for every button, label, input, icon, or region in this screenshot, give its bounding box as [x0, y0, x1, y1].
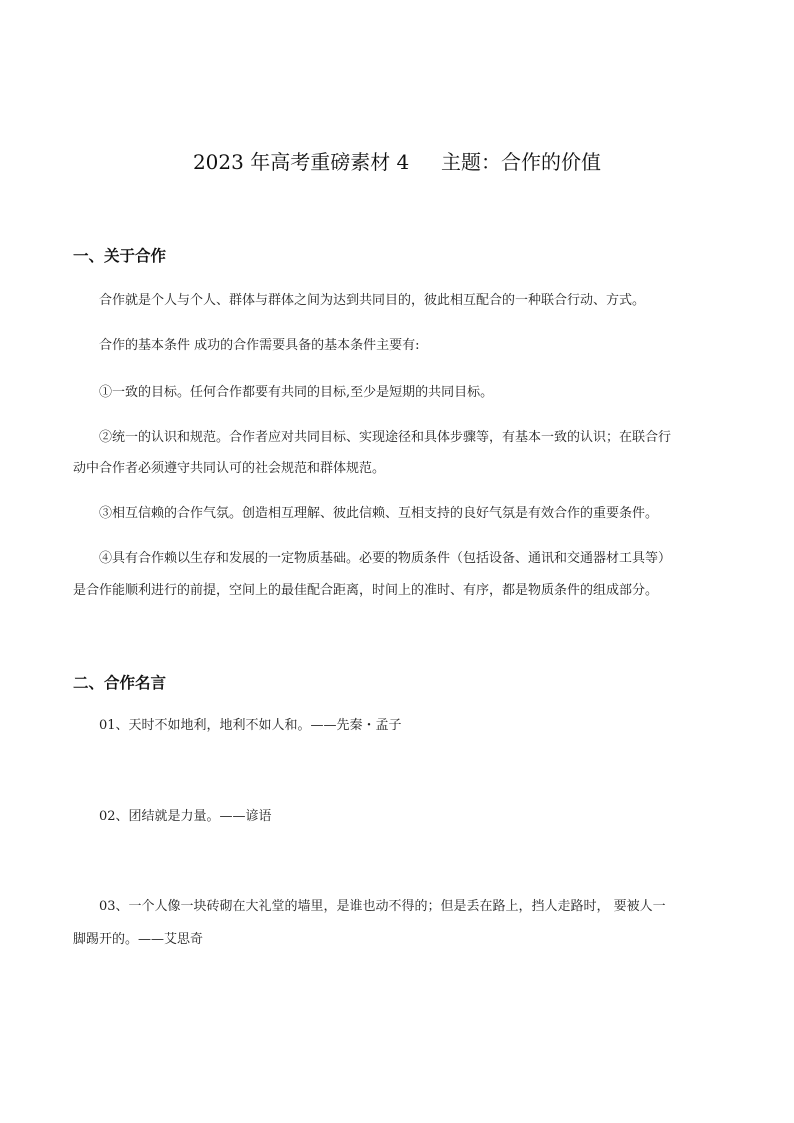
paragraph-definition: 合作就是个人与个人、群体与群体之间为达到共同目的，彼此相互配合的一种联合行动、方式。 — [99, 293, 646, 308]
paragraph-condition-4-line-1: ④具有合作赖以生存和发展的一定物质基础。必要的物质条件（包括设备、通讯和交通器材工具等） — [99, 551, 672, 566]
paragraph-condition-1: ①一致的目标。任何合作都要有共同的目标,至少是短期的共同目标。 — [99, 385, 494, 400]
quote-3-line-2: 脚踢开的。——艾思奇 — [73, 932, 204, 947]
paragraph-condition-3: ③相互信赖的合作气氛。创造相互理解、彼此信赖、互相支持的良好气氛是有效合作的重要条件。 — [99, 506, 659, 521]
paragraph-condition-2-line-1: ②统一的认识和规范。合作者应对共同目标、实现途径和具体步骤等，有基本一致的认识；在联合行 — [99, 430, 672, 445]
paragraph-basic-conditions: 合作的基本条件 成功的合作需要具备的基本条件主要有: — [99, 338, 420, 353]
document-title: 2023 年高考重磅素材 4 主题：合作的价值 — [192, 150, 602, 174]
quote-2: 02、团结就是力量。——谚语 — [99, 809, 272, 824]
section-heading-about-cooperation: 一、关于合作 — [73, 247, 167, 265]
paragraph-condition-2-line-2: 动中合作者必须遵守共同认可的社会规范和群体规范。 — [73, 461, 386, 476]
section-heading-quotes: 二、合作名言 — [73, 674, 167, 692]
quote-1: 01、天时不如地利，地利不如人和。——先秦・孟子 — [99, 718, 402, 733]
quote-3-line-1: 03、一个人像一块砖砌在大礼堂的墙里，是谁也动不得的；但是丢在路上，挡人走路时， 要被人一 — [99, 899, 666, 914]
paragraph-condition-4-line-2: 是合作能顺利进行的前提，空间上的最佳配合距离，时间上的准时、有序，都是物质条件的组成部分。 — [73, 583, 659, 598]
